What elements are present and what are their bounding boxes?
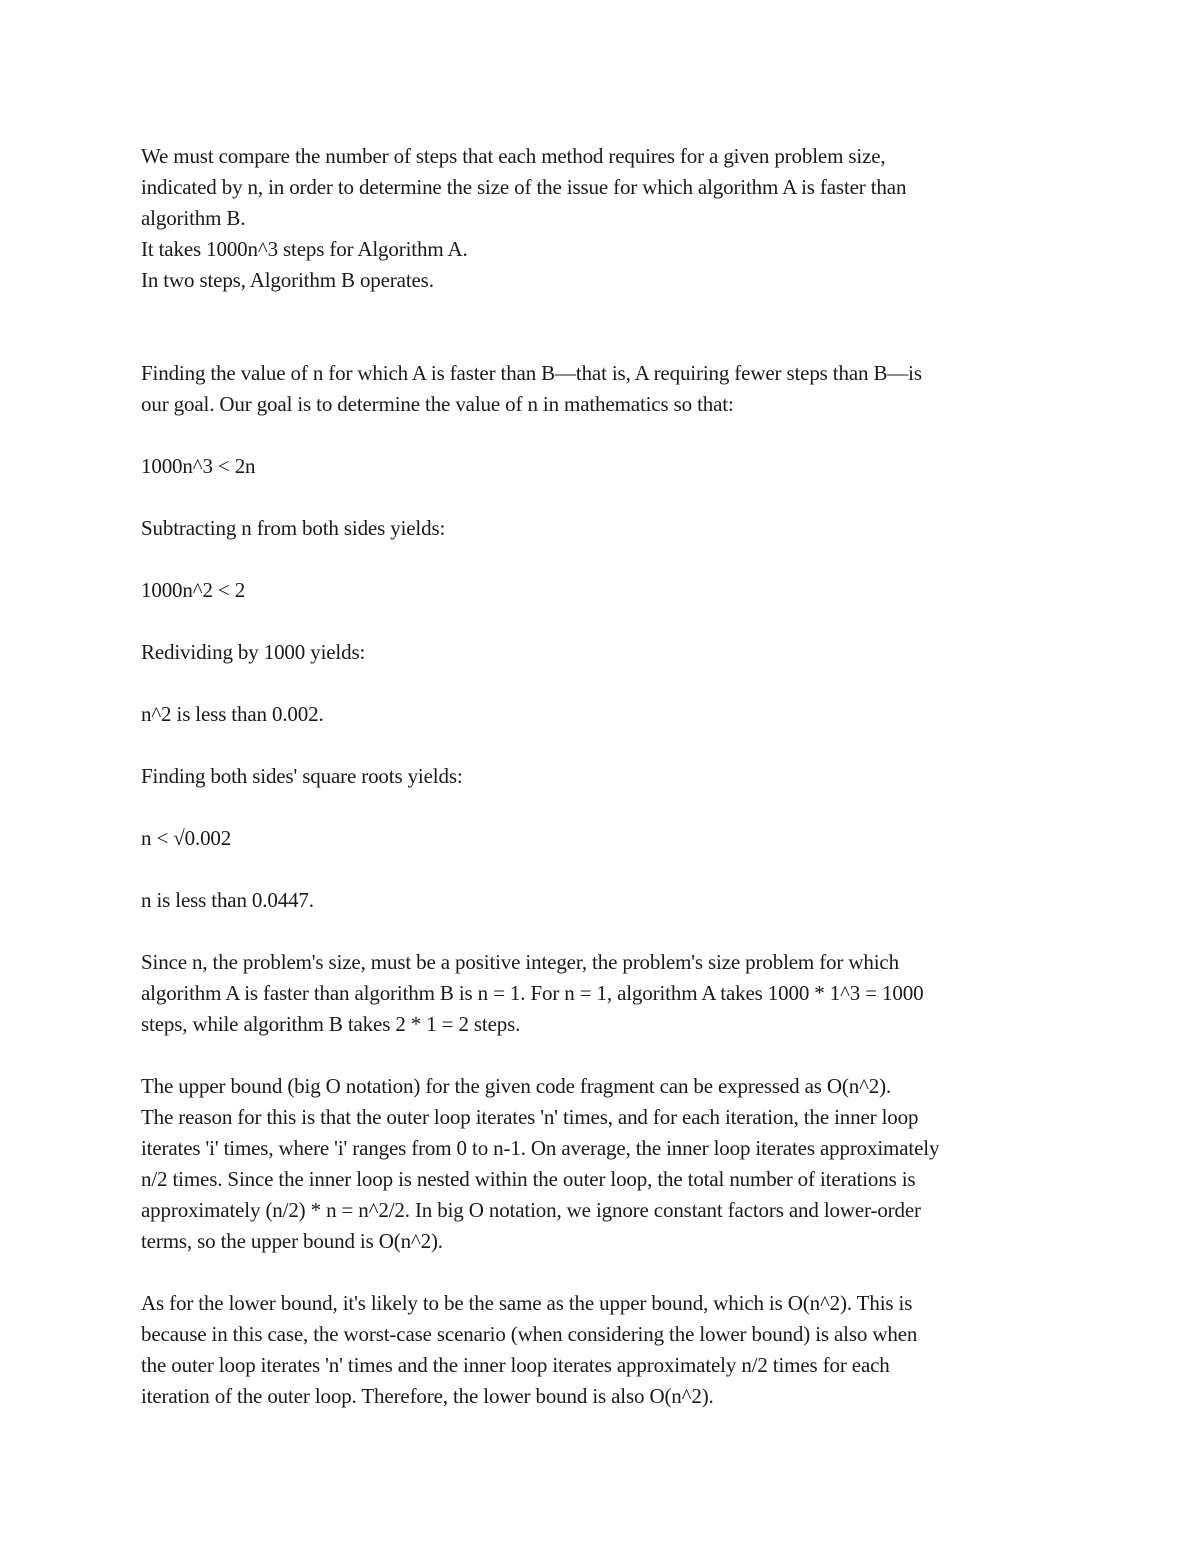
step-2: Redividing by 1000 yields:: [141, 640, 366, 664]
document-body: [141, 141, 1066, 1412]
text-line: iteration of the outer loop. Therefore, the lower bound is also O(n^2).: [141, 1384, 714, 1408]
text-line: steps, while algorithm B takes 2 * 1 = 2 steps.: [141, 1012, 521, 1036]
text-line: algorithm B.: [141, 206, 246, 230]
equation-5: n is less than 0.0447.: [141, 888, 314, 912]
text-line: approximately (n/2) * n = n^2/2. In big O notation, we ignore constant factors and lower-order: [141, 1198, 921, 1222]
text-line: algorithm A is faster than algorithm B is n = 1. For n = 1, algorithm A takes 1000 * 1^3 = 1000: [141, 981, 924, 1005]
text-line: because in this case, the worst-case scenario (when considering the lower bound) is also when: [141, 1322, 918, 1346]
spacer: [141, 482, 1066, 513]
spacer: [141, 544, 1066, 575]
spacer: [141, 730, 1066, 761]
step-1: Subtracting n from both sides yields:: [141, 516, 446, 540]
spacer: [141, 1040, 1066, 1071]
text-line: The upper bound (big O notation) for the given code fragment can be expressed as O(n^2).: [141, 1074, 892, 1098]
text-line: terms, so the upper bound is O(n^2).: [141, 1229, 443, 1253]
text-line: The reason for this is that the outer loop iterates 'n' times, and for each iteration, the inner loop: [141, 1105, 919, 1129]
spacer: [141, 606, 1066, 637]
spacer: [141, 668, 1066, 699]
text-line: In two steps, Algorithm B operates.: [141, 268, 434, 292]
text-line: As for the lower bound, it's likely to be the same as the upper bound, which is O(n^2). This is: [141, 1291, 913, 1315]
spacer: [141, 296, 1066, 358]
text-line: iterates 'i' times, where 'i' ranges from 0 to n-1. On average, the inner loop iterates approximately: [141, 1136, 940, 1160]
text-line: n/2 times. Since the inner loop is nested within the outer loop, the total number of iterations is: [141, 1167, 916, 1191]
goal-paragraph: [141, 358, 1066, 420]
spacer: [141, 916, 1066, 947]
spacer: [141, 420, 1066, 451]
step-3: Finding both sides' square roots yields:: [141, 764, 463, 788]
intro-paragraph: [141, 141, 1066, 296]
text-line: the outer loop iterates 'n' times and the inner loop iterates approximately n/2 times for each: [141, 1353, 890, 1377]
text-line: Finding the value of n for which A is faster than B—that is, A requiring fewer steps than B—is: [141, 361, 922, 385]
spacer: [141, 1257, 1066, 1288]
equation-4: n < √0.002: [141, 826, 232, 850]
text-line: indicated by n, in order to determine the size of the issue for which algorithm A is faster than: [141, 175, 907, 199]
equation-2: 1000n^2 < 2: [141, 578, 246, 602]
text-line: Since n, the problem's size, must be a positive integer, the problem's size problem for which: [141, 950, 899, 974]
text-line: our goal. Our goal is to determine the value of n in mathematics so that:: [141, 392, 734, 416]
equation-3: n^2 is less than 0.002.: [141, 702, 324, 726]
lower-bound-paragraph: [141, 1288, 1066, 1412]
upper-bound-paragraph: [141, 1071, 1066, 1257]
spacer: [141, 792, 1066, 823]
conclusion-paragraph: [141, 947, 1066, 1040]
text-line: We must compare the number of steps that each method requires for a given problem size,: [141, 144, 886, 168]
spacer: [141, 854, 1066, 885]
equation-1: 1000n^3 < 2n: [141, 454, 256, 478]
text-line: It takes 1000n^3 steps for Algorithm A.: [141, 237, 468, 261]
